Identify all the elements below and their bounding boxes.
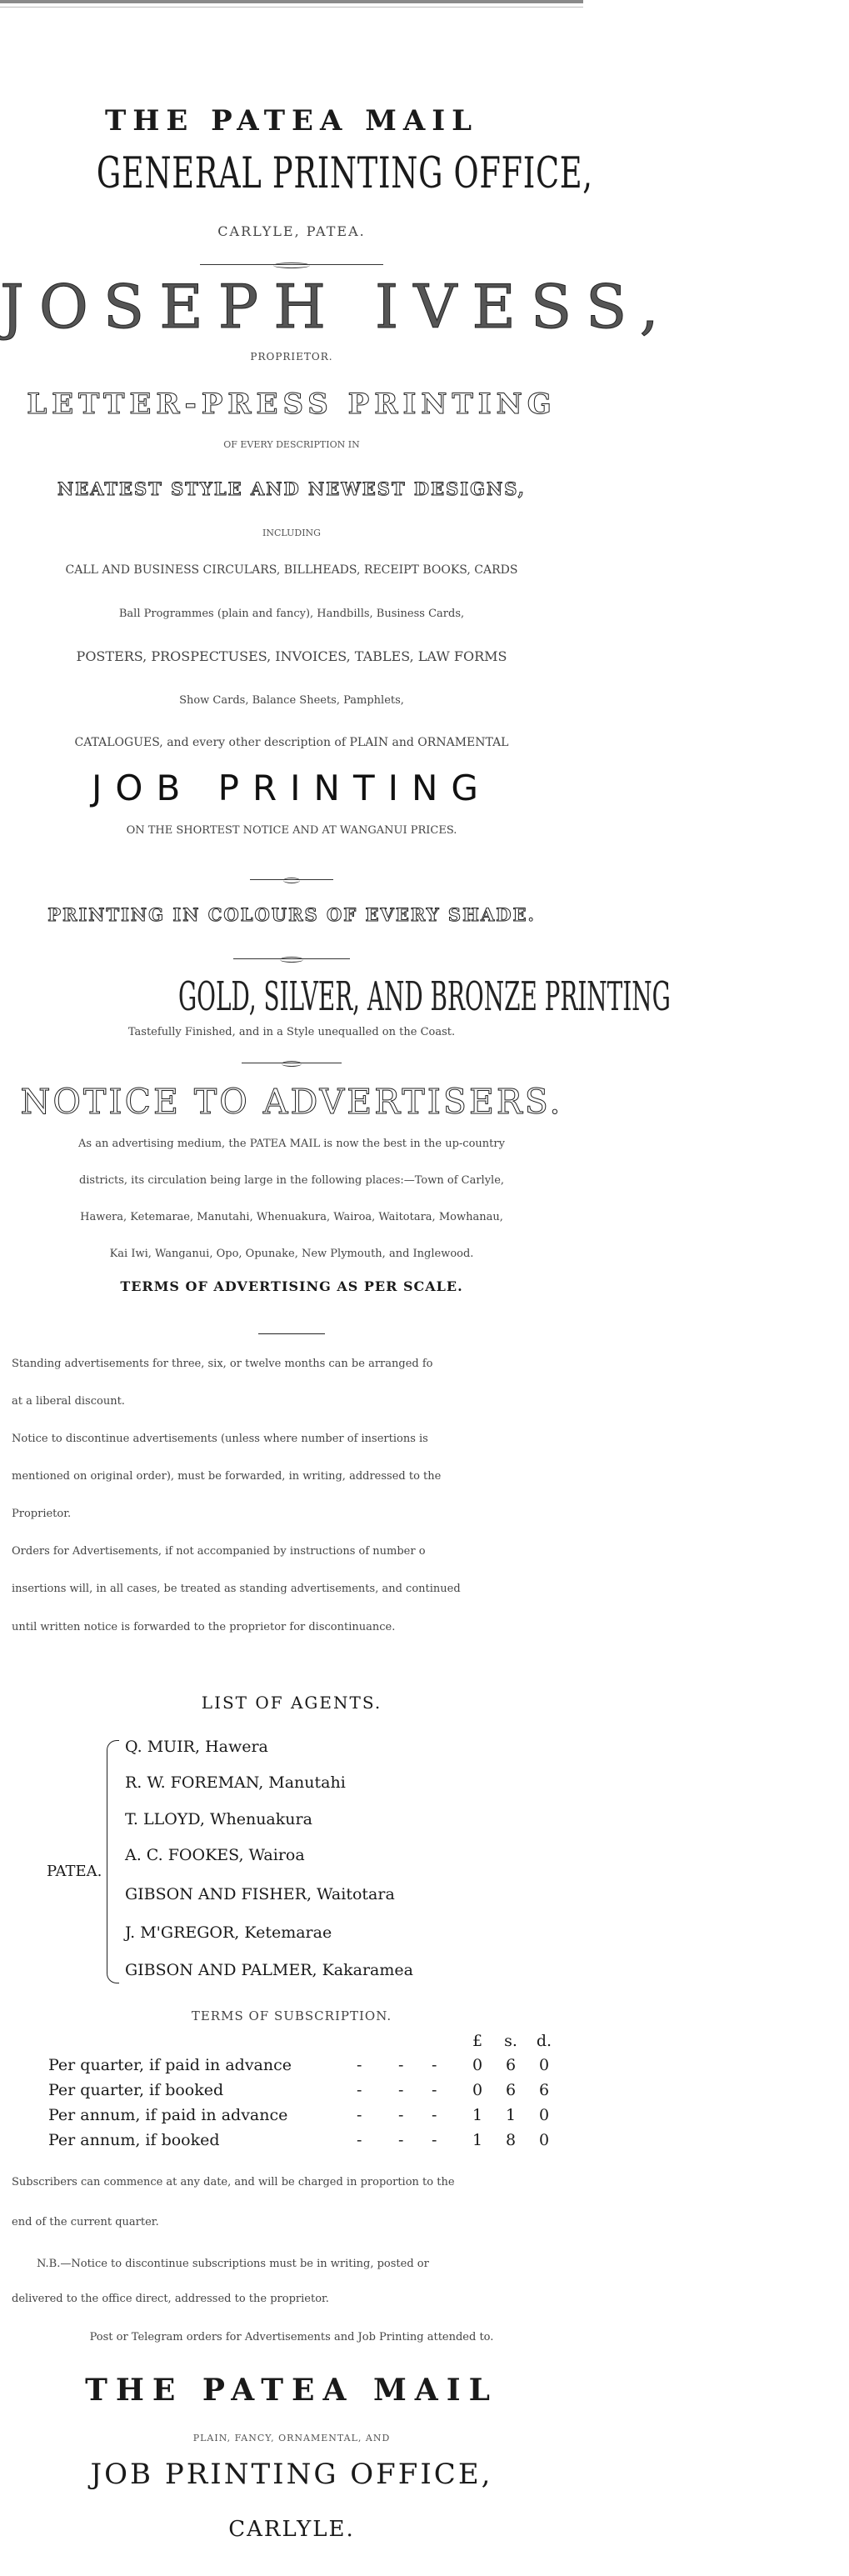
ornamental-divider — [200, 263, 383, 268]
agent-item: GIBSON AND PALMER, Kakaramea — [125, 1961, 413, 1979]
dash: - — [432, 2131, 437, 2149]
job-printing-heading: JOB PRINTING — [92, 768, 492, 808]
dash: - — [357, 2106, 362, 2124]
services-line-2: Ball Programmes (plain and fancy), Handbills, Business Cards, — [118, 608, 465, 620]
agent-item: GIBSON AND FISHER, Waitotara — [125, 1885, 395, 1903]
services-line-1: CALL AND BUSINESS CIRCULARS, BILLHEADS, RECEIPT BOOKS, CARDS — [65, 563, 518, 577]
dash: - — [398, 2081, 404, 2099]
dash: - — [432, 2081, 437, 2099]
job-printing-subline: ON THE SHORTEST NOTICE AND AT WANGANUI PRICES. — [126, 824, 457, 837]
colours-heading: PRINTING IN COLOURS OF EVERY SHADE. — [47, 904, 536, 925]
subscriber-note-line-2: end of the current quarter. — [12, 2216, 159, 2228]
pounds-value: 1 — [472, 2131, 483, 2149]
styles-line: NEATEST STYLE AND NEWEST DESIGNS, — [57, 478, 526, 499]
condition-3-line-1: Orders for Advertisements, if not accompanied by instructions of number o — [12, 1545, 426, 1558]
nb-note-line-2: delivered to the office direct, addressed to the proprietor. — [12, 2293, 329, 2305]
including-label: INCLUDING — [262, 528, 321, 538]
ornamental-divider — [233, 957, 350, 962]
dash: - — [398, 2106, 404, 2124]
condition-2-line-3: Proprietor. — [12, 1508, 72, 1520]
dash: - — [432, 2106, 437, 2124]
gold-heading — [0, 973, 671, 1020]
agent-item: R. W. FOREMAN, Manutahi — [125, 1773, 346, 1792]
notice-line-4: Kai Iwi, Wanganui, Opo, Opunake, New Plymouth, and Inglewood. — [109, 1248, 474, 1260]
condition-3-line-3: until written notice is forwarded to the proprietor for discontinuance. — [12, 1621, 396, 1633]
location-line: CARLYLE, PATEA. — [217, 223, 366, 239]
condition-1-line-1: Standing advertisements for three, six, or twelve months can be arranged fo — [12, 1358, 433, 1370]
notice-line-3: Hawera, Ketemarae, Manutahi, Whenuakura, Wairoa, Waitotara, Mowhanau, — [80, 1211, 503, 1223]
letterpress-heading: LETTER-PRESS PRINTING — [27, 388, 557, 421]
pence-value: 6 — [538, 2081, 550, 2099]
agents-place: PATEA. — [47, 1863, 102, 1880]
notice-heading: NOTICE TO ADVERTISERS. — [20, 1082, 563, 1122]
subscriber-note-line-1: Subscribers can commence at any date, and will be charged in proportion to the — [12, 2176, 455, 2188]
condition-1-line-2: at a liberal discount. — [12, 1395, 125, 1408]
divider — [258, 1333, 325, 1334]
pence-value: 0 — [538, 2106, 550, 2124]
dash: - — [398, 2056, 404, 2074]
col-pence: d. — [536, 2032, 552, 2050]
of-every-description: OF EVERY DESCRIPTION IN — [223, 439, 360, 450]
agents-heading: LIST OF AGENTS. — [201, 1693, 382, 1713]
pence-value: 0 — [538, 2131, 550, 2149]
condition-2-line-2: mentioned on original order), must be forwarded, in writing, addressed to the — [12, 1470, 442, 1483]
dash: - — [357, 2131, 362, 2149]
services-line-3: POSTERS, PROSPECTUSES, INVOICES, TABLES, LAW FORMS — [76, 648, 507, 664]
gold-heading-text: GOLD, SILVER, AND BRONZE PRINTING — [177, 973, 671, 1020]
shillings-value: 1 — [505, 2106, 517, 2124]
top-border-thin — [0, 7, 583, 8]
pounds-value: 0 — [472, 2081, 483, 2099]
row-label: Per quarter, if paid in advance — [48, 2056, 292, 2074]
shillings-value: 8 — [505, 2131, 517, 2149]
row-label: Per annum, if paid in advance — [48, 2106, 288, 2124]
condition-3-line-2: insertions will, in all cases, be treated as standing advertisements, and continued — [12, 1583, 461, 1595]
ornamental-divider — [242, 1061, 342, 1066]
col-pounds: £ — [472, 2032, 483, 2050]
proprietor-name: JOSEPH IVESS, — [0, 272, 674, 342]
agent-item: J. M'GREGOR, Ketemarae — [125, 1923, 332, 1942]
pounds-value: 1 — [472, 2106, 483, 2124]
notice-line-1: As an advertising medium, the PATEA MAIL is now the best in the up-country — [78, 1138, 505, 1150]
dash: - — [357, 2056, 362, 2074]
row-label: Per annum, if booked — [48, 2131, 220, 2149]
footer-title: THE PATEA MAIL — [85, 2373, 498, 2408]
shillings-value: 6 — [505, 2081, 517, 2099]
brace — [107, 1740, 119, 1983]
post-orders-note: Post or Telegram orders for Advertisements and Job Printing attended to. — [89, 2331, 494, 2343]
office-title — [0, 149, 593, 198]
condition-2-line-1: Notice to discontinue advertisements (unless where number of insertions is — [12, 1433, 428, 1445]
dash: - — [432, 2056, 437, 2074]
pence-value: 0 — [538, 2056, 550, 2074]
row-label: Per quarter, if booked — [48, 2081, 224, 2099]
proprietor-label: PROPRIETOR. — [250, 351, 333, 363]
terms-advertising: TERMS OF ADVERTISING AS PER SCALE. — [120, 1278, 463, 1294]
col-shillings: s. — [504, 2032, 517, 2050]
footer-place: CARLYLE. — [228, 2517, 355, 2542]
services-line-4: Show Cards, Balance Sheets, Pamphlets, — [179, 694, 404, 707]
subscription-heading: TERMS OF SUBSCRIPTION. — [191, 2008, 392, 2023]
services-line-5: CATALOGUES, and every other description of PLAIN and ORNAMENTAL — [74, 736, 509, 749]
ornamental-divider — [250, 878, 333, 883]
footer-office: JOB PRINTING OFFICE, — [90, 2458, 493, 2491]
agent-item: A. C. FOOKES, Wairoa — [125, 1846, 305, 1864]
notice-line-2: districts, its circulation being large in the following places:—Town of Carlyle, — [78, 1174, 505, 1187]
dash: - — [357, 2081, 362, 2099]
shillings-value: 6 — [505, 2056, 517, 2074]
office-title-text: GENERAL PRINTING OFFICE, — [96, 149, 593, 198]
masthead-title: THE PATEA MAIL — [104, 104, 479, 138]
gold-subline: Tastefully Finished, and in a Style unequalled on the Coast. — [127, 1026, 456, 1038]
nb-note-line-1: N.B.—Notice to discontinue subscriptions must be in writing, posted or — [37, 2258, 429, 2270]
footer-subline: PLAIN, FANCY, ORNAMENTAL, AND — [192, 2433, 391, 2443]
dash: - — [398, 2131, 404, 2149]
agent-item: T. LLOYD, Whenuakura — [125, 1810, 312, 1828]
top-border — [0, 0, 583, 3]
agent-item: Q. MUIR, Hawera — [125, 1738, 268, 1756]
pounds-value: 0 — [472, 2056, 483, 2074]
